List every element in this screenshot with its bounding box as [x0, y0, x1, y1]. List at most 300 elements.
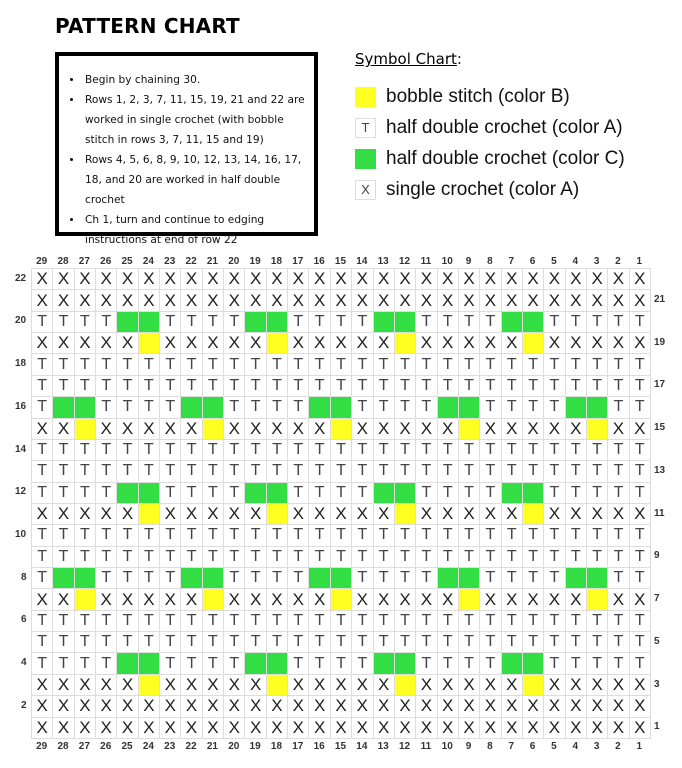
single-crochet-cell: X — [630, 675, 651, 696]
single-crochet-cell: X — [523, 718, 544, 739]
column-number: 13 — [377, 256, 389, 267]
legend-item-sc-a — [355, 174, 625, 205]
hdc-color-a-cell: T — [374, 376, 395, 397]
hdc-color-a-cell: T — [438, 461, 459, 482]
hdc-color-a-cell: T — [203, 312, 224, 333]
hdc-color-a-cell: T — [203, 632, 224, 653]
hdc-color-a-cell: T — [160, 376, 181, 397]
legend-label: half double crochet (color C) — [386, 147, 625, 169]
hdc-color-a-cell: T — [608, 354, 629, 375]
hdc-color-c-cell — [53, 397, 74, 418]
hdc-color-a-cell: T — [181, 312, 202, 333]
single-crochet-cell: X — [53, 504, 74, 525]
hdc-color-c-cell — [75, 397, 96, 418]
single-crochet-cell: X — [502, 589, 523, 610]
hdc-color-a-cell: T — [96, 525, 117, 546]
hdc-color-a-cell: T — [544, 461, 565, 482]
single-crochet-cell: X — [502, 504, 523, 525]
hdc-color-a-cell: T — [544, 632, 565, 653]
single-crochet-cell: X — [288, 589, 309, 610]
hdc-color-a-cell: T — [608, 547, 629, 568]
single-crochet-cell: X — [309, 504, 330, 525]
hdc-color-a-cell: T — [395, 397, 416, 418]
legend-title — [355, 50, 625, 69]
hdc-color-a-cell: T — [459, 525, 480, 546]
hdc-color-a-cell: T — [160, 653, 181, 674]
hdc-color-a-cell: T — [117, 440, 138, 461]
hdc-color-a-cell: T — [523, 376, 544, 397]
bobble-cell — [523, 504, 544, 525]
hdc-color-a-cell: T — [331, 461, 352, 482]
single-crochet-cell: X — [352, 419, 373, 440]
single-crochet-cell: X — [459, 290, 480, 311]
column-number: 29 — [36, 256, 48, 267]
hdc-color-a-cell: T — [416, 440, 437, 461]
hdc-color-a-cell: T — [480, 461, 501, 482]
column-number: 28 — [57, 256, 69, 267]
hdc-color-a-cell: T — [416, 611, 437, 632]
single-crochet-cell: X — [544, 675, 565, 696]
hdc-color-a-cell: T — [630, 312, 651, 333]
hdc-color-a-cell: T — [75, 653, 96, 674]
legend-title-colon: : — [456, 50, 462, 68]
single-crochet-cell: X — [267, 589, 288, 610]
single-crochet-cell: X — [566, 675, 587, 696]
single-crochet-cell: X — [181, 589, 202, 610]
single-crochet-cell: X — [288, 333, 309, 354]
symbol-legend — [355, 50, 625, 205]
single-crochet-cell: X — [352, 333, 373, 354]
single-crochet-cell: X — [203, 718, 224, 739]
hdc-color-a-cell: T — [139, 611, 160, 632]
hdc-color-a-cell: T — [309, 376, 330, 397]
single-crochet-cell: X — [395, 419, 416, 440]
single-crochet-cell: X — [32, 675, 53, 696]
column-number: 8 — [487, 256, 493, 267]
hdc-color-a-cell: T — [374, 461, 395, 482]
single-crochet-cell: X — [203, 290, 224, 311]
single-crochet-cell: X — [267, 696, 288, 717]
hdc-color-a-cell: T — [32, 440, 53, 461]
single-crochet-cell: X — [245, 589, 266, 610]
column-number: 12 — [398, 741, 411, 752]
single-crochet-cell: X — [288, 675, 309, 696]
column-number: 23 — [164, 741, 176, 752]
hdc-color-a-cell: T — [117, 354, 138, 375]
single-crochet-cell: X — [544, 333, 565, 354]
single-crochet-cell: X — [96, 718, 117, 739]
hdc-color-a-cell: T — [117, 632, 138, 653]
hdc-color-a-cell: T — [288, 632, 309, 653]
hdc-color-a-cell: T — [374, 354, 395, 375]
single-crochet-cell: X — [587, 269, 608, 290]
hdc-color-a-cell: T — [96, 653, 117, 674]
hdc-color-a-cell: T — [502, 611, 523, 632]
row-number: 19 — [654, 336, 666, 348]
hdc-color-a-cell: T — [32, 632, 53, 653]
single-crochet-cell: X — [523, 589, 544, 610]
hdc-color-a-cell: T — [309, 483, 330, 504]
hdc-color-a-cell: T — [139, 354, 160, 375]
bobble-cell — [523, 675, 544, 696]
hdc-color-a-cell: T — [288, 397, 309, 418]
legend-title-text: Symbol Chart — [355, 50, 457, 68]
single-crochet-cell: X — [181, 333, 202, 354]
single-crochet-cell: X — [416, 290, 437, 311]
hdc-color-c-cell — [502, 653, 523, 674]
hdc-color-a-cell: T — [459, 461, 480, 482]
hdc-color-a-cell: T — [416, 461, 437, 482]
hdc-color-a-cell: T — [459, 611, 480, 632]
single-crochet-cell: X — [309, 589, 330, 610]
bobble-cell — [139, 675, 160, 696]
single-crochet-cell: X — [608, 589, 629, 610]
row-number: 5 — [654, 635, 660, 647]
hdc-color-c-cell — [267, 483, 288, 504]
single-crochet-cell: X — [587, 333, 608, 354]
hdc-color-c-cell — [587, 397, 608, 418]
single-crochet-cell: X — [331, 290, 352, 311]
column-number: 9 — [465, 741, 472, 752]
bobble-cell — [75, 419, 96, 440]
single-crochet-cell: X — [160, 269, 181, 290]
single-crochet-cell: X — [502, 696, 523, 717]
hdc-color-a-cell: T — [630, 440, 651, 461]
hdc-color-c-cell — [374, 483, 395, 504]
single-crochet-cell: X — [502, 290, 523, 311]
column-number: 1 — [636, 256, 643, 267]
hdc-color-a-cell: T — [416, 632, 437, 653]
hdc-color-a-cell: T — [245, 547, 266, 568]
single-crochet-cell: X — [608, 675, 629, 696]
column-number: 14 — [356, 256, 368, 267]
hdc-color-a-cell: T — [288, 547, 309, 568]
hdc-color-a-cell: T — [53, 440, 74, 461]
hdc-color-c-cell — [502, 483, 523, 504]
hdc-color-a-cell: T — [331, 440, 352, 461]
single-crochet-cell: X — [224, 675, 245, 696]
hdc-color-a-cell: T — [416, 312, 437, 333]
hdc-color-a-cell: T — [438, 547, 459, 568]
hdc-color-a-cell: T — [309, 653, 330, 674]
row-number: 4 — [21, 657, 27, 669]
single-crochet-cell: X — [523, 696, 544, 717]
hdc-color-a-cell: T — [523, 632, 544, 653]
column-number: 12 — [398, 256, 411, 267]
hdc-color-a-cell: T — [224, 483, 245, 504]
single-crochet-cell: X — [245, 269, 266, 290]
hdc-color-c-cell — [523, 653, 544, 674]
hdc-color-a-cell: T — [480, 440, 501, 461]
single-crochet-cell: X — [224, 269, 245, 290]
hdc-color-a-cell: T — [352, 397, 373, 418]
hdc-color-c-cell — [309, 397, 330, 418]
hdc-color-a-cell: T — [459, 312, 480, 333]
single-crochet-cell: X — [75, 290, 96, 311]
column-number: 19 — [249, 741, 261, 752]
single-crochet-cell: X — [32, 290, 53, 311]
hdc-color-a-cell: T — [53, 483, 74, 504]
single-crochet-cell: X — [374, 718, 395, 739]
single-crochet-cell: X — [480, 675, 501, 696]
hdc-color-a-cell: T — [267, 440, 288, 461]
hdc-color-a-cell: T — [288, 312, 309, 333]
hdc-color-c-cell — [203, 568, 224, 589]
column-number: 17 — [292, 741, 304, 752]
single-crochet-cell: X — [309, 290, 330, 311]
hdc-color-a-cell: T — [395, 376, 416, 397]
single-crochet-cell: X — [587, 696, 608, 717]
hdc-color-a-cell: T — [267, 376, 288, 397]
single-crochet-cell: X — [181, 696, 202, 717]
single-crochet-cell: X — [438, 675, 459, 696]
hdc-color-c-cell — [374, 312, 395, 333]
hdc-color-a-cell: T — [374, 547, 395, 568]
hdc-color-a-cell: T — [181, 354, 202, 375]
hdc-color-a-cell: T — [203, 461, 224, 482]
single-crochet-cell: X — [75, 675, 96, 696]
hdc-color-a-cell: T — [53, 547, 74, 568]
hdc-color-a-cell: T — [117, 397, 138, 418]
hdc-color-a-cell: T — [224, 611, 245, 632]
hdc-color-a-cell: T — [544, 568, 565, 589]
single-crochet-cell: X — [224, 504, 245, 525]
single-crochet-cell: X — [608, 290, 629, 311]
hdc-color-a-cell: T — [139, 461, 160, 482]
single-crochet-cell: X — [117, 333, 138, 354]
hdc-color-c-cell — [267, 312, 288, 333]
hdc-color-a-cell: T — [203, 653, 224, 674]
bobble-cell — [331, 589, 352, 610]
hdc-color-a-cell: T — [203, 547, 224, 568]
hdc-color-a-cell: T — [352, 440, 373, 461]
single-crochet-cell: X — [245, 718, 266, 739]
hdc-color-a-cell: T — [459, 483, 480, 504]
hdc-color-a-cell: T — [309, 525, 330, 546]
hdc-color-a-cell: T — [395, 611, 416, 632]
hdc-color-a-cell: T — [438, 354, 459, 375]
hdc-color-a-cell: T — [566, 653, 587, 674]
hdc-color-c-cell — [181, 568, 202, 589]
hdc-color-a-cell: T — [374, 632, 395, 653]
row-number: 16 — [15, 400, 27, 412]
single-crochet-cell: X — [245, 333, 266, 354]
column-number: 16 — [313, 256, 325, 267]
instruction-item: • Ch 1, turn and continue to edging instructions at end of row 22 — [83, 210, 314, 250]
single-crochet-cell: X — [566, 718, 587, 739]
hdc-color-a-cell: T — [96, 547, 117, 568]
hdc-color-a-cell: T — [75, 525, 96, 546]
single-crochet-cell: X — [288, 696, 309, 717]
single-crochet-cell: X — [267, 718, 288, 739]
hdc-color-a-cell: T — [566, 525, 587, 546]
column-number: 26 — [100, 256, 112, 267]
hdc-color-a-cell: T — [267, 632, 288, 653]
hdc-color-a-cell: T — [374, 611, 395, 632]
single-crochet-cell: X — [288, 269, 309, 290]
single-crochet-cell: X — [331, 269, 352, 290]
row-number: 17 — [654, 379, 666, 391]
single-crochet-cell: X — [352, 696, 373, 717]
single-crochet-cell: X — [544, 718, 565, 739]
single-crochet-cell: X — [160, 718, 181, 739]
single-crochet-cell: X — [608, 718, 629, 739]
single-crochet-cell: X — [53, 419, 74, 440]
single-crochet-cell: X — [203, 333, 224, 354]
single-crochet-cell: X — [502, 419, 523, 440]
single-crochet-cell: X — [139, 696, 160, 717]
hdc-color-a-cell: T — [224, 397, 245, 418]
hdc-color-a-cell: T — [608, 525, 629, 546]
hdc-color-a-cell: T — [96, 483, 117, 504]
hdc-color-a-cell: T — [160, 547, 181, 568]
hdc-color-a-cell: T — [630, 568, 651, 589]
column-number: 15 — [334, 741, 347, 752]
single-crochet-cell: X — [480, 589, 501, 610]
hdc-color-a-cell: T — [224, 461, 245, 482]
column-number: 10 — [441, 256, 453, 267]
hdc-color-a-cell: T — [139, 440, 160, 461]
hdc-color-a-cell: T — [480, 376, 501, 397]
x-symbol-icon: X — [355, 180, 376, 200]
hdc-color-a-cell: T — [181, 376, 202, 397]
single-crochet-cell: X — [117, 290, 138, 311]
single-crochet-cell: X — [288, 419, 309, 440]
single-crochet-cell: X — [416, 675, 437, 696]
hdc-color-a-cell: T — [523, 525, 544, 546]
hdc-color-a-cell: T — [224, 354, 245, 375]
hdc-color-a-cell: T — [438, 611, 459, 632]
hdc-color-a-cell: T — [502, 397, 523, 418]
single-crochet-cell: X — [459, 718, 480, 739]
row-number: 9 — [654, 550, 660, 562]
single-crochet-cell: X — [181, 504, 202, 525]
single-crochet-cell: X — [96, 589, 117, 610]
hdc-color-a-cell: T — [309, 354, 330, 375]
single-crochet-cell: X — [374, 419, 395, 440]
single-crochet-cell: X — [374, 290, 395, 311]
hdc-color-a-cell: T — [181, 611, 202, 632]
single-crochet-cell: X — [288, 718, 309, 739]
row-number: 1 — [654, 721, 660, 733]
single-crochet-cell: X — [96, 269, 117, 290]
hdc-color-a-cell: T — [438, 376, 459, 397]
single-crochet-cell: X — [117, 718, 138, 739]
hdc-color-a-cell: T — [352, 461, 373, 482]
single-crochet-cell: X — [544, 696, 565, 717]
hdc-color-a-cell: T — [438, 632, 459, 653]
hdc-color-a-cell: T — [630, 611, 651, 632]
single-crochet-cell: X — [181, 419, 202, 440]
single-crochet-cell: X — [395, 290, 416, 311]
single-crochet-cell: X — [459, 333, 480, 354]
column-number: 3 — [593, 741, 600, 752]
single-crochet-cell: X — [331, 718, 352, 739]
hdc-color-c-cell — [53, 568, 74, 589]
single-crochet-cell: X — [438, 419, 459, 440]
single-crochet-cell: X — [523, 290, 544, 311]
hdc-color-a-cell: T — [587, 354, 608, 375]
hdc-color-a-cell: T — [160, 312, 181, 333]
hdc-color-a-cell: T — [245, 354, 266, 375]
single-crochet-cell: X — [309, 419, 330, 440]
single-crochet-cell: X — [374, 696, 395, 717]
single-crochet-cell: X — [32, 589, 53, 610]
hdc-color-a-cell: T — [245, 525, 266, 546]
hdc-color-a-cell: T — [267, 461, 288, 482]
hdc-color-a-cell: T — [160, 461, 181, 482]
single-crochet-cell: X — [245, 696, 266, 717]
hdc-color-a-cell: T — [544, 653, 565, 674]
single-crochet-cell: X — [224, 589, 245, 610]
hdc-color-a-cell: T — [181, 440, 202, 461]
hdc-color-a-cell: T — [117, 611, 138, 632]
hdc-color-a-cell: T — [32, 354, 53, 375]
hdc-color-a-cell: T — [117, 525, 138, 546]
single-crochet-cell: X — [566, 589, 587, 610]
single-crochet-cell: X — [608, 333, 629, 354]
single-crochet-cell: X — [630, 419, 651, 440]
column-number: 22 — [185, 741, 197, 752]
bobble-cell — [587, 589, 608, 610]
single-crochet-cell: X — [309, 675, 330, 696]
column-number: 27 — [78, 741, 90, 752]
single-crochet-cell: X — [32, 718, 53, 739]
single-crochet-cell: X — [96, 333, 117, 354]
hdc-color-a-cell: T — [267, 525, 288, 546]
hdc-color-a-cell: T — [96, 440, 117, 461]
hdc-color-c-cell — [566, 397, 587, 418]
single-crochet-cell: X — [331, 675, 352, 696]
row-number: 15 — [654, 422, 666, 434]
single-crochet-cell: X — [96, 504, 117, 525]
hdc-color-a-cell: T — [480, 483, 501, 504]
hdc-color-a-cell: T — [523, 461, 544, 482]
single-crochet-cell: X — [374, 269, 395, 290]
hdc-color-a-cell: T — [352, 653, 373, 674]
single-crochet-cell: X — [374, 675, 395, 696]
single-crochet-cell: X — [416, 589, 437, 610]
hdc-color-a-cell: T — [480, 611, 501, 632]
hdc-color-a-cell: T — [587, 461, 608, 482]
single-crochet-cell: X — [630, 589, 651, 610]
single-crochet-cell: X — [75, 504, 96, 525]
hdc-color-a-cell: T — [53, 312, 74, 333]
single-crochet-cell: X — [374, 504, 395, 525]
hdc-color-a-cell: T — [523, 397, 544, 418]
hdc-color-a-cell: T — [32, 397, 53, 418]
hdc-color-a-cell: T — [32, 312, 53, 333]
hdc-color-a-cell: T — [331, 632, 352, 653]
column-number: 2 — [615, 741, 621, 752]
hdc-color-a-cell: T — [587, 611, 608, 632]
single-crochet-cell: X — [288, 290, 309, 311]
hdc-color-a-cell: T — [245, 440, 266, 461]
legend-label: single crochet (color A) — [386, 178, 580, 200]
hdc-color-c-cell — [117, 312, 138, 333]
row-number: 2 — [21, 699, 27, 711]
single-crochet-cell: X — [117, 269, 138, 290]
single-crochet-cell: X — [245, 419, 266, 440]
hdc-color-a-cell: T — [438, 653, 459, 674]
hdc-color-a-cell: T — [608, 632, 629, 653]
single-crochet-cell: X — [224, 718, 245, 739]
single-crochet-cell: X — [160, 504, 181, 525]
column-number: 3 — [593, 256, 600, 267]
column-number: 28 — [57, 741, 69, 752]
hdc-color-a-cell: T — [438, 525, 459, 546]
single-crochet-cell: X — [331, 333, 352, 354]
